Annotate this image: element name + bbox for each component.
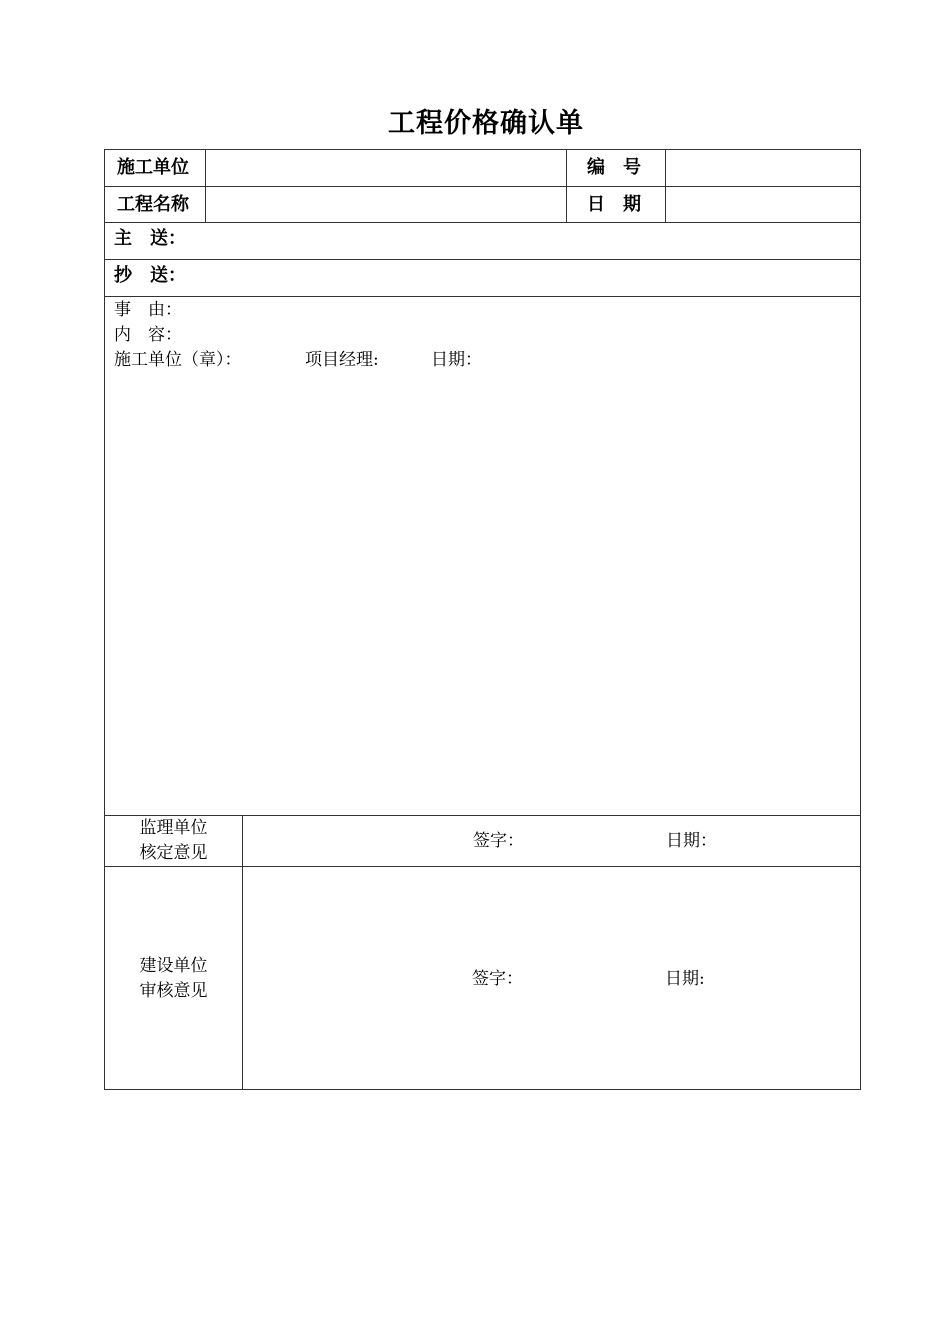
column-divider (566, 150, 567, 222)
owner-signature-label: 签字： (472, 969, 523, 989)
content-date-label: 日期： (431, 350, 482, 370)
owner-date-label: 日期: (665, 969, 705, 989)
row-divider (105, 296, 860, 297)
header-date-field[interactable] (666, 187, 860, 222)
construction-unit-field[interactable] (206, 150, 566, 186)
owner-opinion-field[interactable] (243, 867, 860, 1089)
cc-recipient-field[interactable] (195, 260, 860, 296)
page-title: 工程价格确认单 (388, 108, 584, 139)
supervision-signature-label: 签字： (473, 831, 524, 851)
owner-label-line1: 建设单位 (139, 956, 208, 976)
reason-label: 事 由： (114, 300, 182, 320)
construction-seal-label: 施工单位（章）： (114, 350, 242, 370)
supervision-label-line1: 监理单位 (139, 818, 208, 838)
project-name-field[interactable] (206, 187, 566, 222)
content-label: 内 容： (114, 325, 182, 345)
content-area[interactable] (105, 375, 860, 815)
cc-recipient-label: 抄 送： (114, 265, 186, 286)
price-confirmation-form (104, 149, 861, 1090)
project-manager-label: 项目经理: (305, 350, 379, 370)
supervision-date-label: 日期： (666, 831, 717, 851)
supervision-label (105, 816, 242, 866)
owner-label-line2: 审核意见 (139, 981, 208, 1001)
header-date-label: 日 期 (587, 194, 641, 215)
main-recipient-field[interactable] (195, 223, 860, 259)
supervision-opinion-field[interactable] (243, 816, 860, 866)
number-label: 编 号 (587, 157, 641, 178)
number-field[interactable] (666, 150, 860, 186)
main-recipient-label: 主 送： (114, 228, 186, 249)
owner-label (105, 954, 242, 1004)
supervision-label-line2: 核定意见 (139, 843, 208, 863)
project-name-label: 工程名称 (117, 194, 189, 215)
construction-unit-label: 施工单位 (117, 157, 189, 178)
